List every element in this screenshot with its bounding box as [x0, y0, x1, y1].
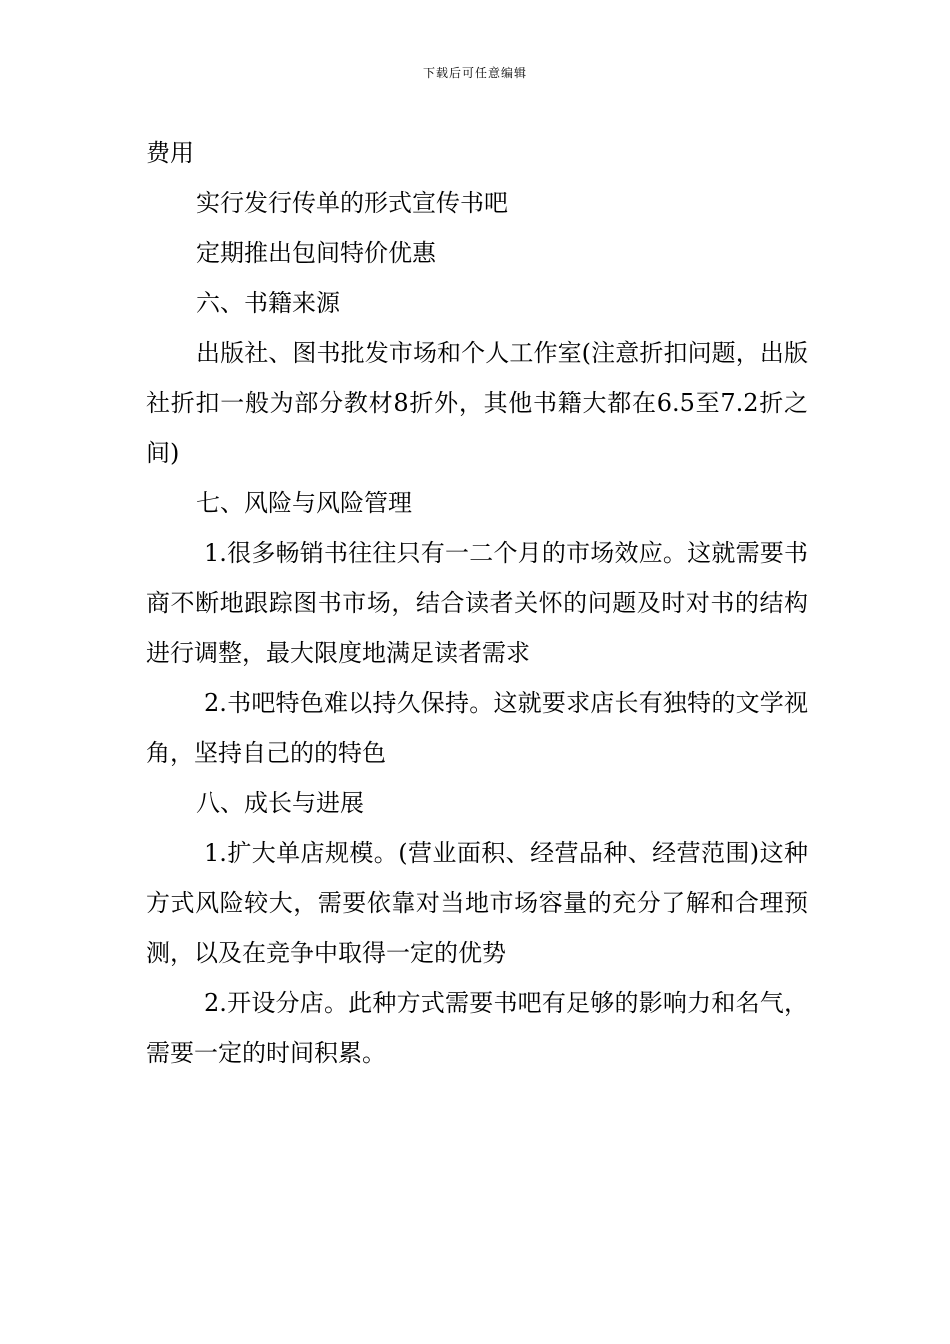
paragraph-room-discount: 定期推出包间特价优惠	[196, 239, 436, 267]
paragraph-fees: 费用	[146, 139, 194, 167]
paragraph-growth-branches: 2.开设分店。此种方式需要书吧有足够的影响力和名气，需要一定的时间积累。	[146, 989, 808, 1067]
page-header: 下载后可任意编辑	[422, 66, 527, 80]
document-body	[146, 128, 808, 1078]
section-heading-book-sources: 六、书籍来源	[196, 289, 340, 317]
paragraph-risk-features: 2.书吧特色难以持久保持。这就要求店长有独特的文学视角，坚持自己的的特色	[146, 689, 808, 767]
section-heading-risk-management: 七、风险与风险管理	[196, 489, 412, 517]
paragraph-book-sources: 出版社、图书批发市场和个人工作室(注意折扣问题，出版社折扣一般为部分教材8折外，其他书籍大都在6.5至7.2折之间)	[146, 339, 808, 467]
paragraph-risk-bestsellers: 1.很多畅销书往往只有一二个月的市场效应。这就需要书商不断地跟踪图书市场，结合读者关怀的问题及时对书的结构进行调整，最大限度地满足读者需求	[146, 539, 808, 667]
paragraph-growth-expand: 1.扩大单店规模。(营业面积、经营品种、经营范围)这种方式风险较大，需要依靠对当地市场容量的充分了解和合理预测，以及在竞争中取得一定的优势	[146, 839, 808, 967]
paragraph-flyers: 实行发行传单的形式宣传书吧	[196, 189, 508, 217]
section-heading-growth: 八、成长与进展	[196, 789, 364, 817]
